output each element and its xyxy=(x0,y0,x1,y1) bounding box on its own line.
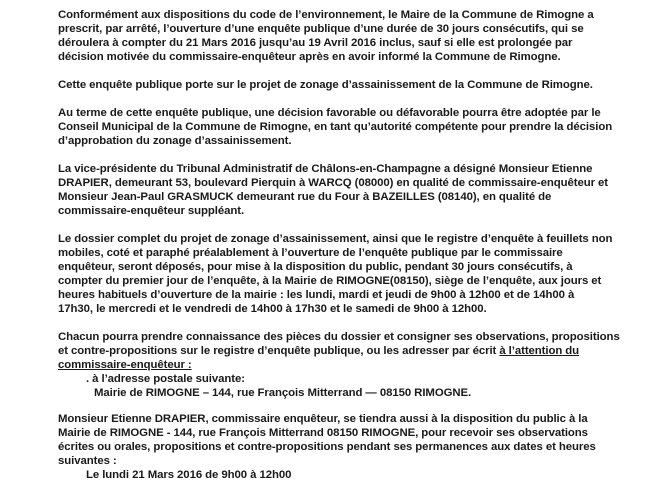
para6-line-1: Chacun pourra prendre connaissance des pièces du dossier et consigner ses observations, propositions xyxy=(58,331,620,343)
para1-line-3: déroulera à compter du 21 Mars 2016 jusqu’au 19 Avril 2016 inclus, sauf si elle est prolongée par xyxy=(58,37,573,49)
para1-line-2: prescrit, par arrêté, l’ouverture d’une enquête publique d’une durée de 30 jours consécutifs, qui se xyxy=(58,23,584,35)
para6-line-2-text: et contre-propositions sur le registre d’enquête publique, ou les adresser par écrit xyxy=(58,345,500,357)
para4-line-2: DRAPIER, demeurant 53, boulevard Pierquin à WARCQ (08000) en qualité de commissaire-enquêteur et xyxy=(58,177,608,189)
para5-line-4: compter du premier jour de l’enquête, à la Mairie de RIMOGNE(08150), siège de l’enquête, aux jours et xyxy=(58,275,602,287)
postal-address: Mairie de RIMOGNE – 144, rue François Mitterrand — 08150 RIMOGNE. xyxy=(94,387,472,399)
para1-line-4: décision motivée du commissaire-enquêteur après en avoir informé la Commune de Rimogne. xyxy=(58,51,561,63)
para4-line-1: La vice-présidente du Tribunal Administratif de Châlons-en-Champagne a désigné Monsieur Etienne xyxy=(58,163,593,175)
para5-line-5: heures habituels d’ouverture de la mairie : les lundi, mardi et jeudi de 9h00 à 12h00 et de 14h00 à xyxy=(58,289,575,301)
para5-line-3: enquêteur, seront déposés, pour mise à la disposition du public, pendant 30 jours consécutifs, à xyxy=(58,261,573,273)
para5-line-6: 17h30, le mercredi et le vendredi de 14h00 à 17h30 et le samedi de 9h00 à 12h00. xyxy=(58,303,487,315)
para4-line-4: commissaire-enquêteur suppléant. xyxy=(58,205,245,217)
para6-line-3-underlined: commissaire-enquêteur : xyxy=(58,359,192,371)
para5-line-2: mobiles, coté et paraphé préalablement à l’ouverture de l’enquête publique par le commissaire xyxy=(58,247,563,259)
para3-line-2: Conseil Municipal de la Commune de Rimogne, en tant qu’autorité compétente pour prendre la décision xyxy=(58,121,613,133)
para7-line-2: Mairie de RIMOGNE - 144, rue François Mitterrand 08150 RIMOGNE, pour recevoir ses observations xyxy=(58,427,588,439)
para7-line-3: écrites ou orales, propositions et contre-propositions pendant ses permanences aux dates et heures xyxy=(58,441,596,453)
address-intro: . à l’adresse postale suivante: xyxy=(86,373,245,385)
para6-attention-underlined: à l’attention du xyxy=(499,345,580,357)
para7-line-1: Monsieur Etienne DRAPIER, commissaire enquêteur, se tiendra aussi à la disposition du public à la xyxy=(58,413,588,425)
para1-line-1: Conformément aux dispositions du code de l’environnement, le Maire de la Commune de Rimogne a xyxy=(58,9,594,21)
para5-line-1: Le dossier complet du projet de zonage d’assainissement, ainsi que le registre d’enquête à feuillets non xyxy=(58,233,613,245)
para2-line-1: Cette enquête publique porte sur le projet de zonage d’assainissement de la Commune de Rimogne. xyxy=(58,79,593,91)
para3-line-1: Au terme de cette enquête publique, une décision favorable ou défavorable pourra être adoptée par le xyxy=(58,107,601,119)
para6-line-2 xyxy=(58,344,579,358)
para7-line-4: suivantes : xyxy=(58,455,117,467)
para4-line-3: Monsieur Jean-Paul GRASMUCK demeurant rue du Four à BAZEILLES (08140), en qualité de xyxy=(58,191,552,203)
para3-line-3: d’approbation du zonage d’assainissement. xyxy=(58,135,292,147)
permanence-1: Le lundi 21 Mars 2016 de 9h00 à 12h00 xyxy=(86,469,292,481)
